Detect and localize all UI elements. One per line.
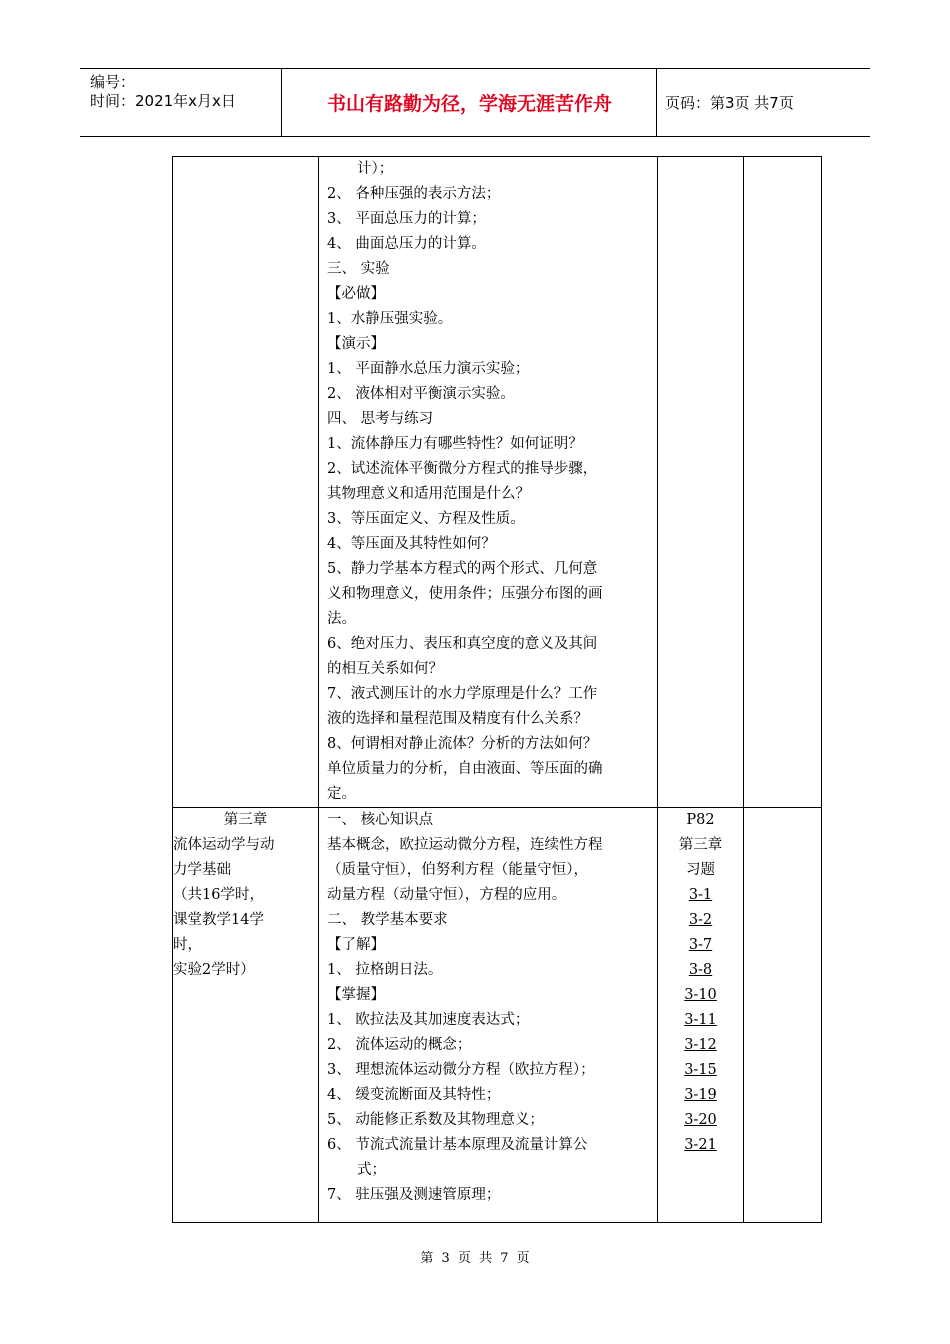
text-line: 3、 理想流体运动微分方程（欧拉方程）； (327, 1062, 595, 1078)
content-lines (319, 157, 657, 807)
text-line: 7、 驻压强及测速管原理； (327, 1187, 501, 1203)
text-line: （质量守恒），伯努利方程（能量守恒）， (327, 862, 588, 878)
text-line: 基本概念，欧拉运动微分方程，连续性方程 (327, 837, 603, 853)
content-lines (319, 808, 657, 1208)
text-line: 三、 实验 (327, 261, 390, 277)
text-line: 【掌握】 (327, 987, 385, 1003)
homework-list (658, 883, 743, 1158)
homework-link[interactable]: 3-10 (684, 987, 717, 1003)
text-line: 4、 曲面总压力的计算。 (327, 236, 486, 252)
header-page-code: 页码：第3页 共7页 (665, 94, 794, 112)
text-line: 4、等压面及其特性如何？ (327, 536, 496, 552)
text-line: 【了解】 (327, 937, 385, 953)
text-line: 1、流体静压力有哪些特性？如何证明？ (327, 436, 583, 452)
text-line: 【必做】 (327, 286, 385, 302)
notes-cell (744, 808, 822, 1223)
page-header (80, 68, 870, 137)
content-cell (319, 808, 658, 1223)
homework-header (658, 808, 743, 883)
text-line: 5、 动能修正系数及其物理意义； (327, 1112, 544, 1128)
homework-link[interactable]: 3-20 (684, 1112, 717, 1128)
homework-link[interactable]: 3-19 (684, 1087, 717, 1103)
text-line: 4、 缓变流断面及其特性； (327, 1087, 501, 1103)
homework-link[interactable]: 3-12 (684, 1037, 717, 1053)
content-cell (319, 157, 658, 808)
text-line: 计）； (357, 161, 394, 177)
table-row (173, 808, 822, 1223)
homework-link[interactable]: 3-8 (688, 962, 713, 978)
text-line: 5、静力学基本方程式的两个形式、几何意 (327, 561, 598, 577)
text-line: 3、 平面总压力的计算； (327, 211, 486, 227)
text-line: 1、水静压强实验。 (327, 311, 453, 327)
text-line: 一、 核心知识点 (327, 812, 434, 828)
text-line: 式； (357, 1162, 386, 1178)
text-line: 【演示】 (327, 336, 385, 352)
text-line: 1、 欧拉法及其加速度表达式； (327, 1012, 530, 1028)
chapter-line: （共16学时， (173, 887, 264, 903)
text-line: 四、 思考与练习 (327, 411, 434, 427)
text-line: 的相互关系如何？ (327, 661, 443, 677)
homework-link[interactable]: 3-7 (688, 937, 713, 953)
homework-header-line: 习题 (686, 862, 715, 878)
table-row (173, 157, 822, 808)
text-line: 法。 (327, 611, 356, 627)
text-line: 单位质量力的分析，自由液面、等压面的确 (327, 761, 603, 777)
homework-link[interactable]: 3-11 (684, 1012, 717, 1028)
text-line: 1、 拉格朗日法。 (327, 962, 443, 978)
chapter-line: 课堂教学14学 (173, 912, 264, 928)
text-line: 二、 教学基本要求 (327, 912, 448, 928)
text-line: 8、何谓相对静止流体？分析的方法如何？ (327, 736, 598, 752)
text-line: 7、液式测压计的水力学原理是什么？工作 (327, 686, 598, 702)
text-line: 2、 液体相对平衡演示实验。 (327, 386, 515, 402)
homework-header-line: P82 (686, 812, 715, 828)
chapter-line: 第三章 (223, 812, 268, 828)
homework-link[interactable]: 3-21 (684, 1137, 717, 1153)
homework-header-line: 第三章 (678, 837, 723, 853)
header-meta (80, 69, 282, 136)
page-footer: 第 3 页 共 7 页 (420, 1251, 530, 1266)
homework-link[interactable]: 3-2 (688, 912, 713, 928)
text-line: 2、 各种压强的表示方法； (327, 186, 501, 202)
homework-cell (658, 157, 744, 808)
chapter-cell (173, 157, 319, 808)
chapter-lines (173, 808, 318, 983)
homework-link[interactable]: 3-15 (684, 1062, 717, 1078)
text-line: 动量方程（动量守恒），方程的应用。 (327, 887, 567, 903)
text-line: 2、 流体运动的概念； (327, 1037, 472, 1053)
text-line: 液的选择和量程范围及精度有什么关系？ (327, 711, 588, 727)
text-line: 3、等压面定义、方程及性质。 (327, 511, 525, 527)
number-label: 编号： (90, 73, 136, 91)
text-line: 6、绝对压力、表压和真空度的意义及其间 (327, 636, 598, 652)
text-line: 6、 节流式流量计基本原理及流量计算公 (327, 1137, 588, 1153)
homework-link[interactable]: 3-1 (688, 887, 713, 903)
chapter-line: 时， (173, 937, 202, 953)
text-line: 1、 平面静水总压力演示实验； (327, 361, 530, 377)
chapter-line: 力学基础 (173, 862, 231, 878)
text-line: 义和物理意义，使用条件；压强分布图的画 (327, 586, 603, 602)
text-line: 定。 (327, 786, 356, 802)
syllabus-table (172, 156, 822, 1223)
chapter-line: 实验2学时） (173, 962, 255, 978)
notes-cell (744, 157, 822, 808)
header-motto: 书山有路勤为径，学海无涯苦作舟 (283, 69, 657, 136)
chapter-cell (173, 808, 319, 1223)
text-line: 2、试述流体平衡微分方程式的推导步骤， (327, 461, 598, 477)
chapter-line: 流体运动学与动 (173, 837, 275, 853)
homework-cell (658, 808, 744, 1223)
time-label: 时间：2021年x月x日 (90, 92, 236, 110)
text-line: 其物理意义和适用范围是什么？ (327, 486, 530, 502)
